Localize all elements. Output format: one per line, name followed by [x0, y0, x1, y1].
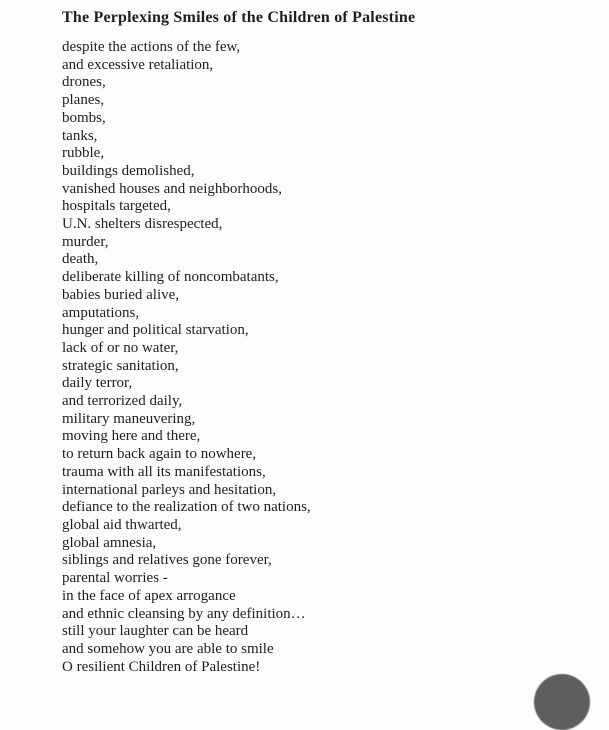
poem-line: hospitals targeted,	[62, 198, 171, 215]
poem-line: planes,	[62, 92, 105, 109]
poem-line: bombs,	[62, 109, 106, 126]
poem-line: and somehow you are able to smile	[62, 640, 274, 657]
poem-line: tanks,	[62, 127, 98, 144]
poem-body	[62, 39, 311, 676]
poem-line: moving here and there,	[62, 428, 201, 445]
poem-line: vanished houses and neighborhoods,	[62, 180, 282, 197]
poem-line: and excessive retaliation,	[62, 56, 214, 73]
poem-line: still your laughter can be heard	[62, 623, 249, 640]
poem-line: amputations,	[62, 304, 140, 321]
poem-line: international parleys and hesitation,	[62, 481, 277, 498]
poem-line: global amnesia,	[62, 534, 157, 551]
poem-line: death,	[62, 251, 99, 268]
poem-line: daily terror,	[62, 375, 133, 392]
poem-line: in the face of apex arrogance	[62, 587, 236, 604]
poem-line: and terrorized daily,	[62, 393, 183, 410]
poem-line: parental worries -	[62, 570, 168, 587]
poem-line: murder,	[62, 233, 109, 250]
poem-line: despite the actions of the few,	[62, 39, 241, 55]
poem-line: O resilient Children of Palestine!	[62, 658, 261, 675]
poem-line: babies buried alive,	[62, 286, 180, 303]
poem-line: U.N. shelters disrespected,	[62, 216, 223, 233]
poem-line: deliberate killing of noncombatants,	[62, 269, 279, 286]
poem-line: siblings and relatives gone forever,	[62, 552, 272, 569]
poem-line: strategic sanitation,	[62, 357, 179, 374]
poem-line: rubble,	[62, 145, 105, 162]
poem-line: buildings demolished,	[62, 162, 195, 179]
poem-line: drones,	[62, 74, 106, 91]
poem-line: to return back again to nowhere,	[62, 446, 257, 463]
poem-line: and ethnic cleansing by any definition…	[62, 605, 306, 622]
poem-line: defiance to the realization of two nations,	[62, 499, 311, 516]
poem-line: lack of or no water,	[62, 339, 179, 356]
poem-line: hunger and political starvation,	[62, 322, 249, 339]
poem-line: global aid thwarted,	[62, 516, 182, 533]
poem-title: The Perplexing Smiles of the Children of Palestine	[62, 9, 416, 26]
avatar[interactable]	[534, 674, 590, 730]
poem-line: trauma with all its manifestations,	[62, 463, 266, 480]
poem-line: military maneuvering,	[62, 410, 196, 427]
